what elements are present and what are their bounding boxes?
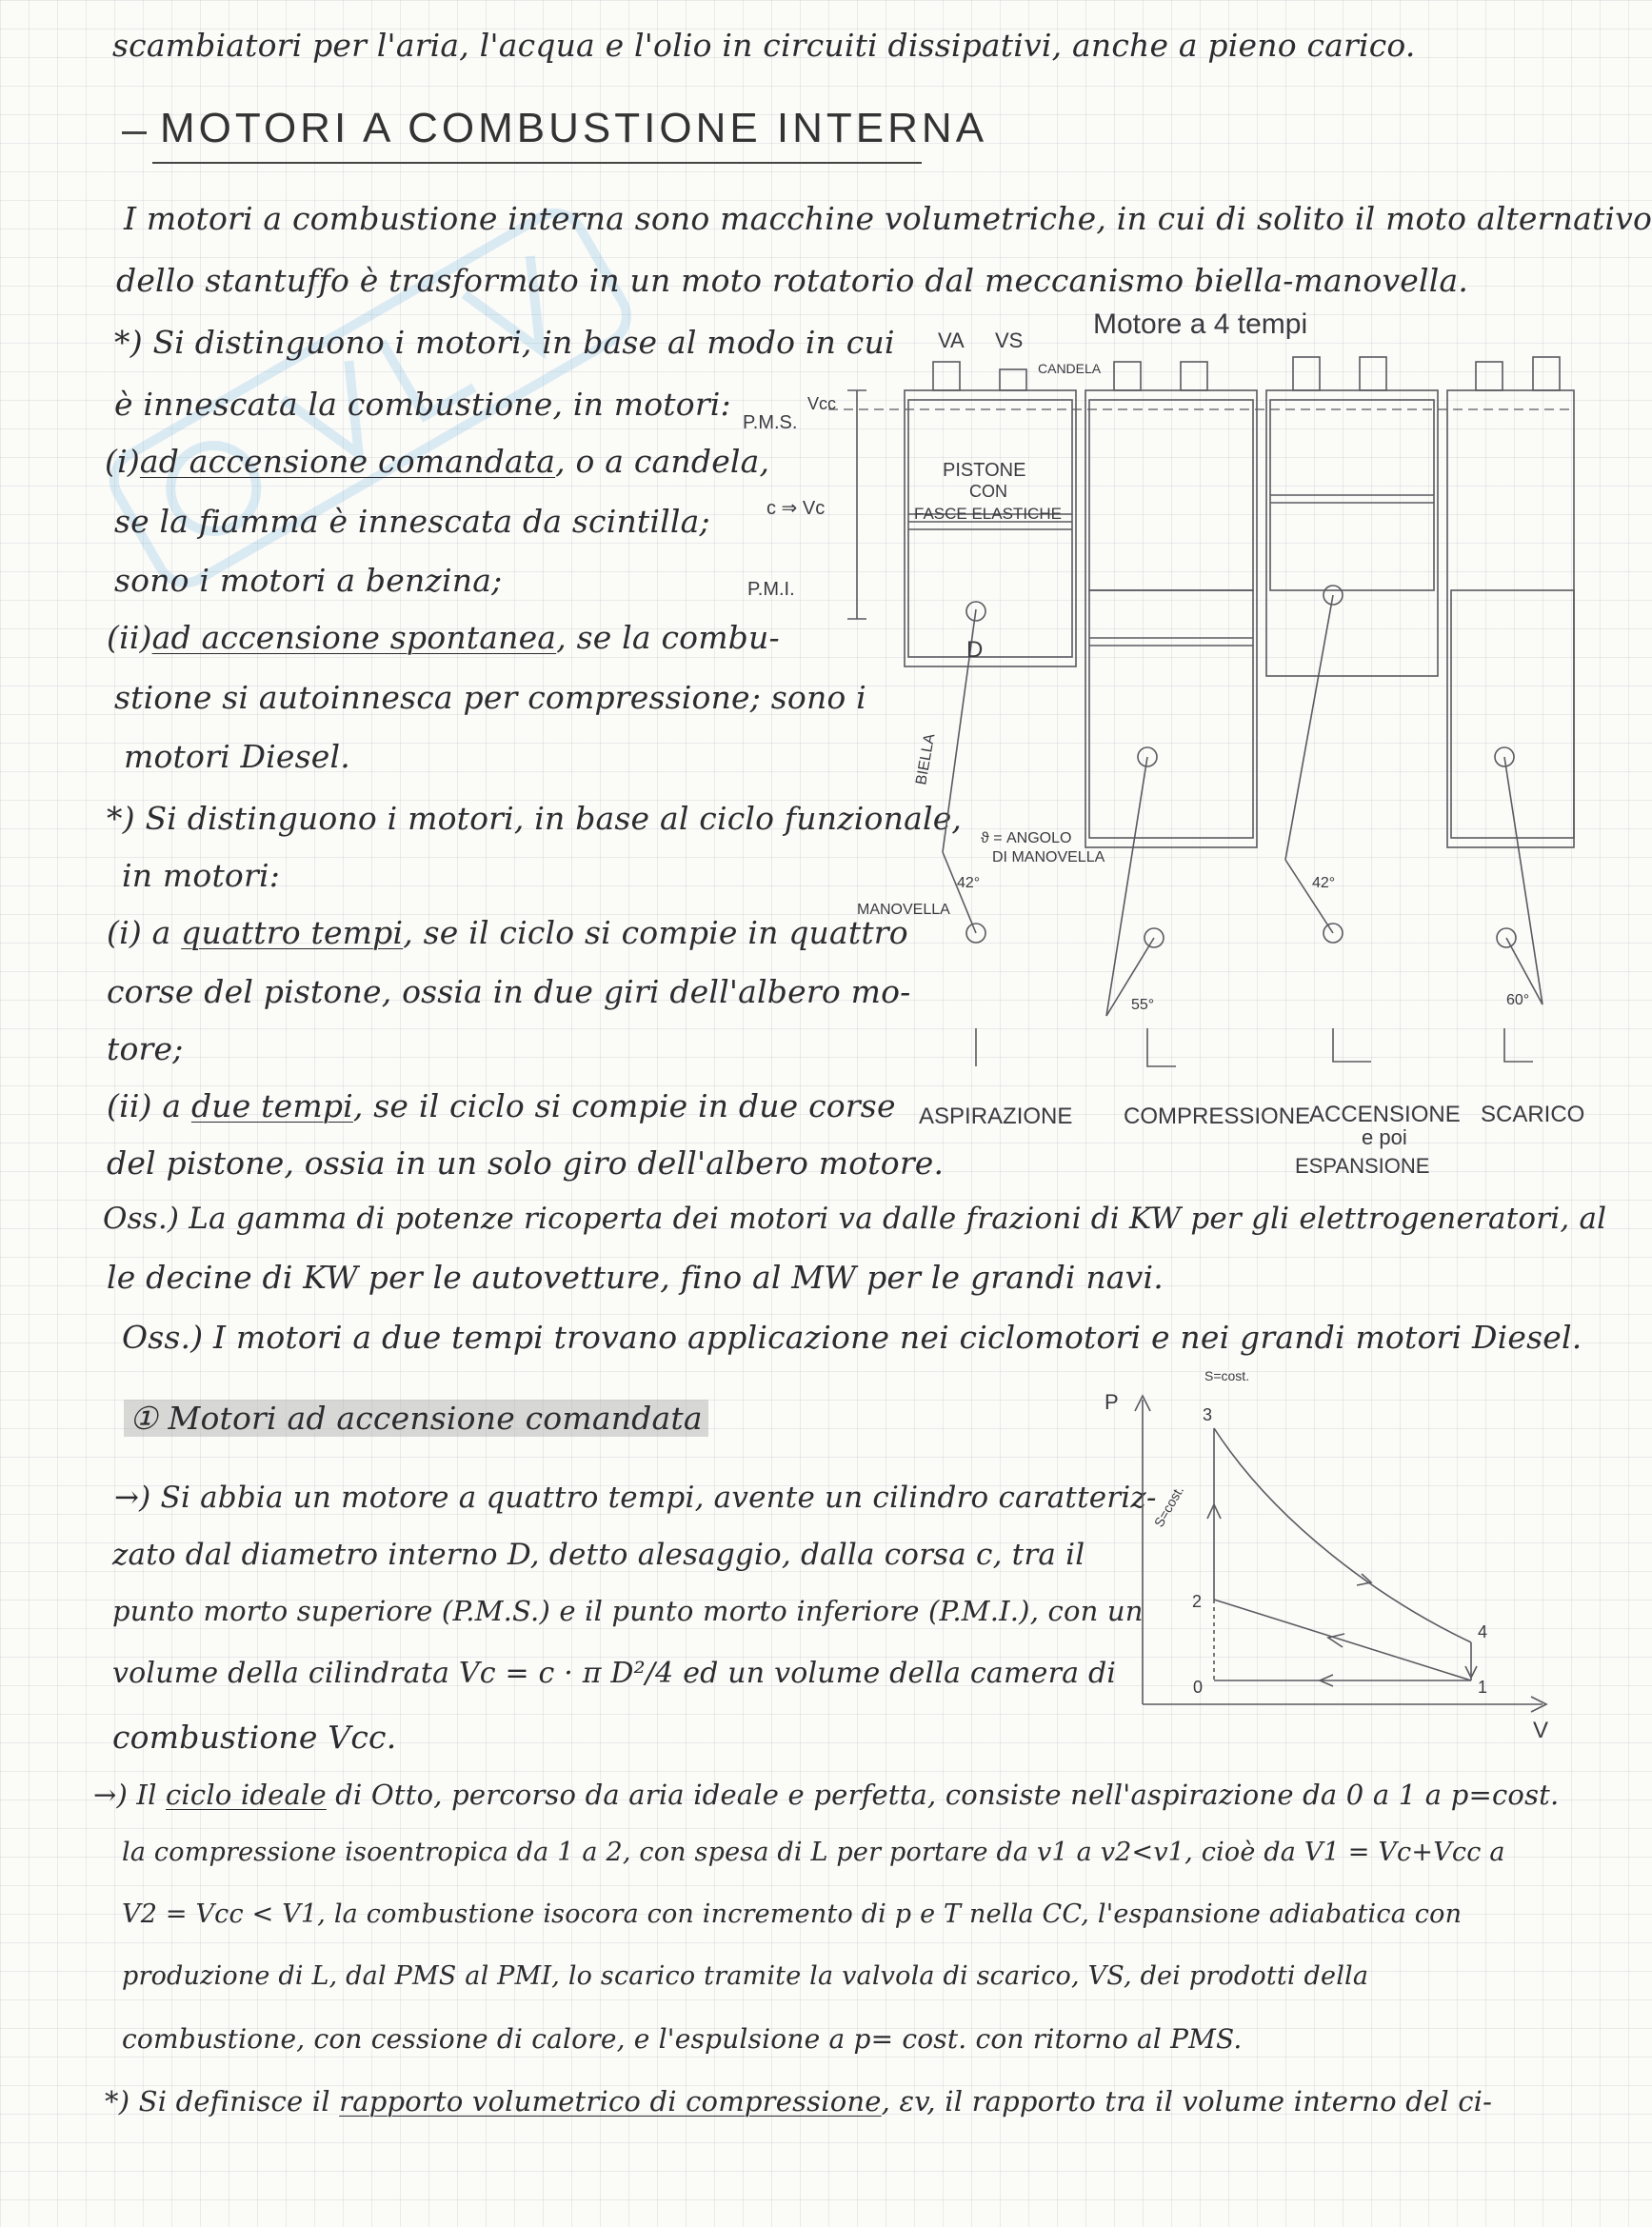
oss-line: le decine di KW per le autovetture, fino al MW per le grandi navi.: [107, 1259, 1164, 1296]
page-title: MOTORI A COMBUSTIONE INTERNA: [160, 105, 988, 151]
oss-line: Oss.) I motori a due tempi trovano applicazione nei ciclomotori e nei grandi motori Diesel.: [122, 1319, 1582, 1356]
label-theta: ϑ = ANGOLO: [981, 830, 1072, 846]
pv-point-2: 2: [1192, 1592, 1203, 1611]
cycle-line: in motori:: [122, 857, 281, 894]
otto-line: V2 = Vcc < V1, la combustione isocora con incremento di p e T nella CC, l'espansione adiabatica con: [122, 1899, 1463, 1929]
section-title-text: ① Motori ad accensione comandata: [124, 1400, 708, 1437]
cycle-line: tore;: [107, 1030, 184, 1067]
item-rest: , se la combu-: [556, 619, 780, 656]
section-line: volume della cilindrata Vc = c · π D²/4 ed un volume della camera di: [112, 1657, 1117, 1690]
cycle-line: del pistone, ossia in un solo giro dell'albero motore.: [107, 1144, 945, 1182]
term-quattro-tempi: quattro tempi: [181, 914, 404, 951]
cycle-line: corse del pistone, ossia in due giri dell'albero mo-: [107, 973, 911, 1010]
label-pms: P.M.S.: [743, 412, 798, 433]
pv-point-3: 3: [1203, 1405, 1213, 1424]
item-prefix: (ii): [107, 619, 152, 656]
item-prefix: (ii) a: [107, 1087, 182, 1124]
label-pistone-con: CON: [969, 482, 1007, 501]
section-line: punto morto superiore (P.M.S.) e il punto morto inferiore (P.M.I.), con un: [112, 1595, 1144, 1627]
label-angle: 60°: [1506, 992, 1530, 1008]
ignition-line: motori Diesel.: [124, 738, 350, 775]
otto-line: la compressione isoentropica da 1 a 2, con spesa di L per portare da v1 a v2<v1, cioè da V1 = Vc+Vcc a: [122, 1838, 1505, 1867]
term-rapporto-volumetrico: rapporto volumetrico di compressione: [339, 2085, 882, 2118]
last-line: [105, 2085, 1492, 2118]
label-fasce-elastiche: FASCE ELASTICHE: [914, 505, 1062, 523]
section-line: →) Si abbia un motore a quattro tempi, avente un cilindro caratteriz-: [114, 1481, 1157, 1515]
pv-point-4: 4: [1478, 1622, 1488, 1641]
otto-first-line: [93, 1779, 1559, 1811]
label-angle: 42°: [1312, 875, 1336, 891]
ignition-item-i: [105, 443, 769, 480]
oss-line: Oss.) La gamma di potenze ricoperta dei motori va dalle frazioni di KW per gli elettrogeneratori, al: [103, 1202, 1607, 1236]
item-rest: , se il ciclo si compie in due corse: [352, 1087, 896, 1124]
pv-s-cost-left: S=cost.: [1150, 1482, 1187, 1530]
phase-scarico: SCARICO: [1481, 1102, 1585, 1127]
label-d: D: [966, 637, 984, 663]
ignition-line: stione si autoinnesca per compressione; sono i: [114, 679, 866, 716]
pv-point-1: 1: [1478, 1678, 1488, 1697]
pv-v-label: V: [1533, 1718, 1549, 1743]
section-line: zato dal diametro interno D, detto alesaggio, dalla corsa c, tra il: [112, 1538, 1085, 1572]
item-prefix: (i) a: [107, 914, 171, 951]
section-line: combustione Vcc.: [112, 1719, 397, 1756]
ignition-item-ii: [107, 619, 780, 656]
label-candela: CANDELA: [1038, 361, 1102, 376]
ignition-line: *) Si distinguono i motori, in base al modo in cui: [114, 324, 895, 361]
intro-line: I motori a combustione interna sono macchine volumetriche, in cui di solito il moto alternativo: [124, 200, 1652, 237]
label-angle: 55°: [1131, 997, 1155, 1013]
phase-e-poi: e poi: [1362, 1125, 1407, 1149]
term-ciclo-ideale: ciclo ideale: [165, 1779, 327, 1811]
phase-compressione: COMPRESSIONE: [1124, 1104, 1311, 1129]
engine-diagram: [724, 305, 1585, 1209]
label-biella: BIELLA: [913, 732, 939, 786]
term-accensione-comandata: ad accensione comandata: [139, 443, 556, 480]
ignition-line: è innescata la combustione, in motori:: [114, 386, 731, 423]
pv-p-label: P: [1105, 1390, 1119, 1414]
otto-line: produzione di L, dal PMS al PMI, lo scarico tramite la valvola di scarico, VS, dei prodotti della: [122, 1961, 1369, 1991]
label-angle: 42°: [957, 875, 981, 891]
label-va: VA: [938, 328, 965, 352]
pv-point-0: 0: [1193, 1678, 1204, 1697]
pv-s-cost-top: S=cost.: [1204, 1368, 1250, 1383]
ignition-line: sono i motori a benzina;: [114, 562, 503, 599]
item-rest: , o a candela,: [555, 443, 770, 480]
pv-diagram: [1105, 1362, 1562, 1761]
label-motore-4-tempi: Motore a 4 tempi: [1093, 308, 1308, 340]
section-title: [124, 1400, 708, 1437]
term-accensione-spontanea: ad accensione spontanea: [151, 619, 557, 656]
label-manovella: MANOVELLA: [857, 902, 950, 918]
otto-prefix: →) Il: [93, 1779, 166, 1811]
label-c-vc: c ⇒ Vc: [766, 498, 826, 519]
item-prefix: (i): [105, 443, 140, 480]
title-dash: [122, 131, 147, 134]
term-due-tempi: due tempi: [190, 1087, 353, 1124]
phase-espansione: ESPANSIONE: [1295, 1154, 1430, 1178]
label-pmi: P.M.I.: [747, 579, 795, 600]
label-pistone: PISTONE: [943, 460, 1026, 481]
item-rest: , se il ciclo si compie in quattro: [403, 914, 908, 951]
phase-accensione: ACCENSIONE: [1309, 1102, 1461, 1127]
label-vcc: Vcc: [807, 394, 837, 413]
cycle-line: *) Si distinguono i motori, in base al ciclo funzionale,: [107, 800, 963, 837]
phase-aspirazione: ASPIRAZIONE: [919, 1104, 1073, 1129]
intro-line: dello stantuffo è trasformato in un moto rotatorio dal meccanismo biella-manovella.: [116, 262, 1469, 299]
otto-rest: di Otto, percorso da aria ideale e perfetta, consiste nell'aspirazione da 0 a 1 a p=cost.: [326, 1779, 1560, 1811]
last-rest: , εv, il rapporto tra il volume interno del ci-: [881, 2085, 1493, 2118]
label-vs: VS: [995, 328, 1024, 352]
ignition-line: se la fiamma è innescata da scintilla;: [114, 503, 710, 540]
label-theta-2: DI MANOVELLA: [992, 849, 1105, 865]
last-prefix: *) Si definisce il: [105, 2085, 340, 2118]
top-line: scambiatori per l'aria, l'acqua e l'olio in circuiti dissipativi, anche a pieno carico.: [112, 27, 1416, 64]
otto-line: combustione, con cessione di calore, e l'espulsione a p= cost. con ritorno al PMS.: [122, 2023, 1243, 2055]
